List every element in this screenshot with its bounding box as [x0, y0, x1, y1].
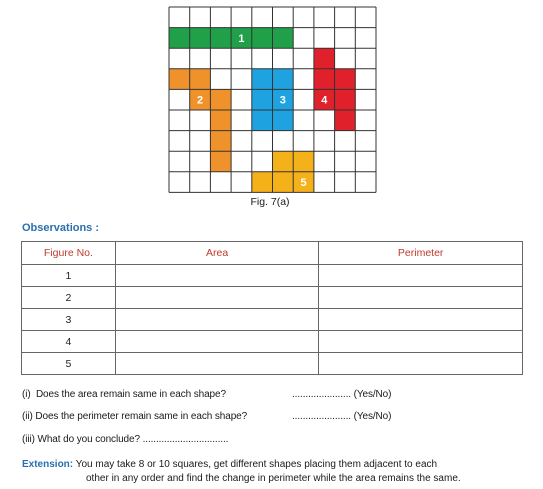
- figure-number-cell: 1: [22, 265, 116, 287]
- figure-number-cell: 2: [22, 287, 116, 309]
- question-1: [22, 389, 226, 400]
- shape-4-cell: [335, 69, 356, 90]
- square-grid-figure: [168, 6, 378, 194]
- table-row: [22, 309, 523, 331]
- shape-2-cell: [169, 69, 190, 90]
- shape-2-cell: [210, 89, 231, 110]
- perimeter-cell[interactable]: [319, 309, 523, 331]
- question-3: (iii) What do you conclude? ................................: [22, 434, 229, 445]
- extension-line-1: You may take 8 or 10 squares, get different shapes placing them adjacent to each: [73, 459, 438, 470]
- figure-number-cell: 5: [22, 353, 116, 375]
- shape-2-label: 2: [196, 94, 204, 107]
- column-header-area: Area: [115, 242, 319, 265]
- shape-3-cell: [252, 110, 273, 131]
- column-header-perimeter: Perimeter: [319, 242, 523, 265]
- question-1-text: (i) Does the area remain same in each shape?: [22, 389, 226, 400]
- table-row: [22, 353, 523, 375]
- perimeter-cell[interactable]: [319, 287, 523, 309]
- question-2-text: (ii) Does the perimeter remain same in each shape?: [22, 411, 248, 422]
- extension-note: [22, 458, 527, 486]
- figure-number-cell: 4: [22, 331, 116, 353]
- shape-2-cell: [210, 151, 231, 172]
- figure-number-cell: 3: [22, 309, 116, 331]
- shape-4-cell: [314, 69, 335, 90]
- shape-3-cell: [252, 89, 273, 110]
- area-cell[interactable]: [115, 331, 319, 353]
- shape-4-label: 4: [321, 94, 328, 107]
- perimeter-cell[interactable]: [319, 265, 523, 287]
- shape-4-cell: [314, 48, 335, 69]
- shape-2-cell: [210, 131, 231, 152]
- shape-1-cell: [252, 28, 273, 49]
- area-cell[interactable]: [115, 287, 319, 309]
- shape-3-cell: [273, 110, 294, 131]
- column-header-figure-no: Figure No.: [22, 242, 116, 265]
- shape-3-cell: [252, 69, 273, 90]
- extension-line-2: other in any order and find the change in perimeter while the area remains the same.: [86, 473, 461, 484]
- shape-5-label: 5: [300, 177, 307, 190]
- area-cell[interactable]: [115, 265, 319, 287]
- shape-3-cell: [273, 69, 294, 90]
- shape-1-cell: [210, 28, 231, 49]
- area-cell[interactable]: [115, 353, 319, 375]
- shape-4-cell: [335, 110, 356, 131]
- question-1-answer-blank[interactable]: ...................... (Yes/No): [292, 389, 392, 400]
- shape-1-cell: [273, 28, 294, 49]
- extension-label: Extension:: [22, 459, 74, 470]
- table-row: [22, 287, 523, 309]
- observations-heading: Observations :: [22, 222, 100, 234]
- question-2: [22, 411, 247, 422]
- perimeter-cell[interactable]: [319, 353, 523, 375]
- observations-table: [21, 241, 523, 375]
- shape-5-cell: [252, 172, 273, 193]
- shape-1-cell: [169, 28, 190, 49]
- shape-1-label: 1: [238, 32, 245, 45]
- shape-5-cell: [273, 151, 294, 172]
- table-header-row: [22, 242, 523, 265]
- perimeter-cell[interactable]: [319, 331, 523, 353]
- table-row: [22, 331, 523, 353]
- question-2-answer-blank[interactable]: ...................... (Yes/No): [292, 411, 392, 422]
- shape-5-cell: [273, 172, 294, 193]
- shape-4-cell: [335, 89, 356, 110]
- area-cell[interactable]: [115, 309, 319, 331]
- shape-5-cell: [293, 151, 314, 172]
- shape-1-cell: [190, 28, 211, 49]
- figure-caption: Fig. 7(a): [250, 196, 290, 208]
- table-row: [22, 265, 523, 287]
- shape-3-label: 3: [279, 94, 286, 107]
- shape-2-cell: [190, 69, 211, 90]
- shape-2-cell: [210, 110, 231, 131]
